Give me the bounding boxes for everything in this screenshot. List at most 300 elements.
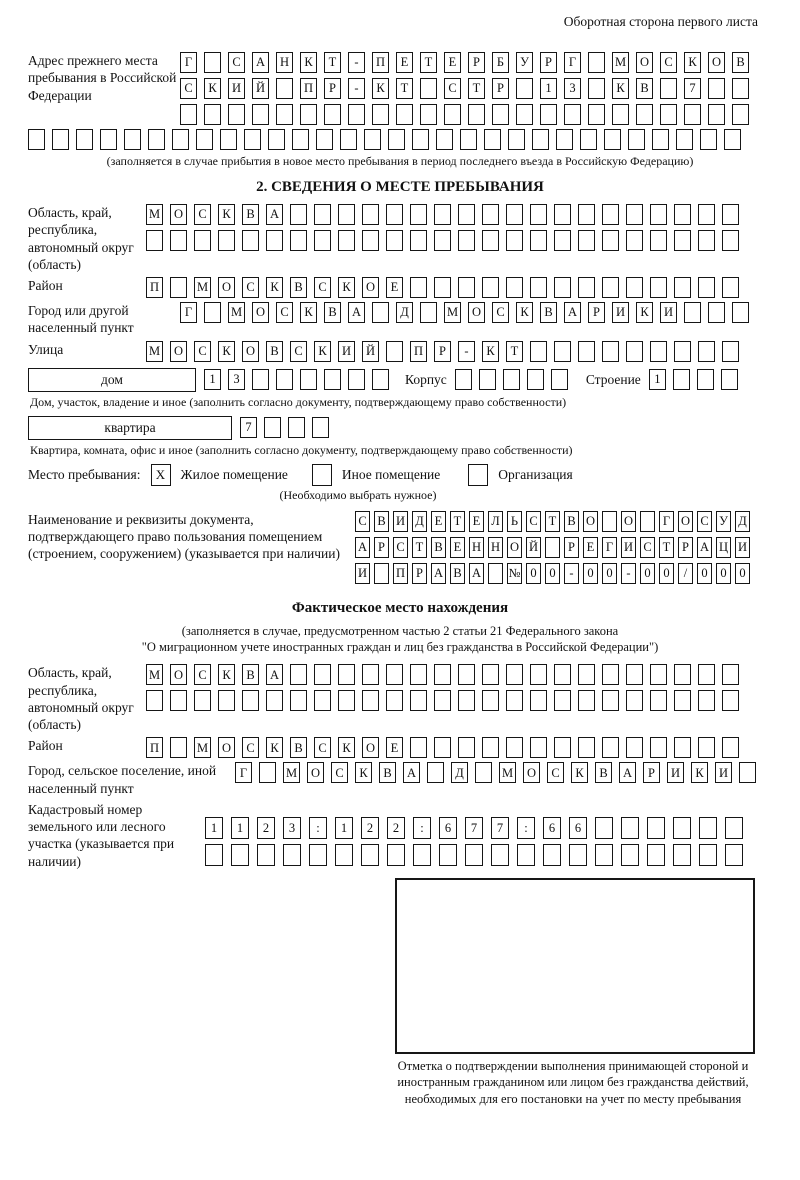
char-cell[interactable]: К xyxy=(218,204,235,225)
char-cell[interactable] xyxy=(732,78,749,99)
char-cell[interactable] xyxy=(673,817,691,839)
char-cell[interactable]: Е xyxy=(386,737,403,758)
char-cell[interactable] xyxy=(660,78,677,99)
char-cell[interactable]: О xyxy=(218,277,235,298)
char-cell[interactable] xyxy=(626,690,643,711)
char-cell[interactable]: В xyxy=(450,563,465,584)
char-cell[interactable] xyxy=(698,230,715,251)
char-cell[interactable] xyxy=(374,563,389,584)
residential-checkbox[interactable]: X xyxy=(151,464,171,486)
char-cell[interactable] xyxy=(698,737,715,758)
char-cell[interactable] xyxy=(698,204,715,225)
char-cell[interactable] xyxy=(468,104,485,125)
char-cell[interactable] xyxy=(364,129,381,150)
char-cell[interactable]: К xyxy=(314,341,331,362)
char-cell[interactable]: Е xyxy=(469,511,484,532)
char-cell[interactable]: А xyxy=(469,563,484,584)
char-cell[interactable]: А xyxy=(619,762,636,783)
char-cell[interactable]: М xyxy=(194,277,211,298)
char-cell[interactable]: И xyxy=(228,78,245,99)
char-cell[interactable]: - xyxy=(621,563,636,584)
char-cell[interactable]: А xyxy=(403,762,420,783)
char-cell[interactable]: Т xyxy=(545,511,560,532)
char-cell[interactable]: И xyxy=(667,762,684,783)
char-cell[interactable]: С xyxy=(276,302,293,323)
char-cell[interactable]: Ц xyxy=(716,537,731,558)
char-cell[interactable]: Р xyxy=(434,341,451,362)
char-cell[interactable]: Г xyxy=(180,302,197,323)
char-cell[interactable] xyxy=(410,230,427,251)
char-cell[interactable]: Й xyxy=(252,78,269,99)
char-cell[interactable] xyxy=(602,204,619,225)
char-cell[interactable] xyxy=(650,277,667,298)
char-cell[interactable] xyxy=(482,204,499,225)
char-cell[interactable]: С xyxy=(393,537,408,558)
char-cell[interactable]: 1 xyxy=(335,817,353,839)
char-cell[interactable] xyxy=(458,690,475,711)
char-cell[interactable] xyxy=(444,104,461,125)
char-cell[interactable] xyxy=(362,664,379,685)
char-cell[interactable] xyxy=(602,277,619,298)
char-cell[interactable] xyxy=(220,129,237,150)
char-cell[interactable] xyxy=(674,341,691,362)
char-cell[interactable]: К xyxy=(338,737,355,758)
char-cell[interactable] xyxy=(650,230,667,251)
char-cell[interactable] xyxy=(621,844,639,866)
char-cell[interactable]: Е xyxy=(583,537,598,558)
char-cell[interactable] xyxy=(434,737,451,758)
char-cell[interactable] xyxy=(602,664,619,685)
char-cell[interactable] xyxy=(434,664,451,685)
char-cell[interactable] xyxy=(479,369,496,390)
char-cell[interactable] xyxy=(460,129,477,150)
char-cell[interactable] xyxy=(721,369,738,390)
char-cell[interactable] xyxy=(527,369,544,390)
char-cell[interactable] xyxy=(636,104,653,125)
char-cell[interactable] xyxy=(482,664,499,685)
char-cell[interactable] xyxy=(170,737,187,758)
char-cell[interactable]: К xyxy=(516,302,533,323)
char-cell[interactable]: С xyxy=(355,511,370,532)
char-cell[interactable] xyxy=(276,78,293,99)
char-cell[interactable] xyxy=(194,690,211,711)
char-cell[interactable] xyxy=(602,341,619,362)
char-cell[interactable]: И xyxy=(621,537,636,558)
char-cell[interactable]: В xyxy=(242,664,259,685)
char-cell[interactable]: Р xyxy=(324,78,341,99)
char-cell[interactable] xyxy=(420,302,437,323)
char-cell[interactable] xyxy=(516,78,533,99)
char-cell[interactable] xyxy=(372,104,389,125)
char-cell[interactable] xyxy=(708,104,725,125)
char-cell[interactable] xyxy=(434,230,451,251)
char-cell[interactable] xyxy=(436,129,453,150)
char-cell[interactable]: К xyxy=(266,737,283,758)
char-cell[interactable] xyxy=(506,277,523,298)
char-cell[interactable] xyxy=(314,204,331,225)
char-cell[interactable] xyxy=(697,369,714,390)
char-cell[interactable] xyxy=(458,664,475,685)
char-cell[interactable]: О xyxy=(170,664,187,685)
char-cell[interactable] xyxy=(554,737,571,758)
char-cell[interactable]: О xyxy=(583,511,598,532)
char-cell[interactable] xyxy=(732,104,749,125)
char-cell[interactable]: Л xyxy=(488,511,503,532)
char-cell[interactable]: 0 xyxy=(545,563,560,584)
char-cell[interactable] xyxy=(276,369,293,390)
char-cell[interactable]: Е xyxy=(396,52,413,73)
char-cell[interactable] xyxy=(674,277,691,298)
char-cell[interactable]: - xyxy=(348,52,365,73)
char-cell[interactable] xyxy=(530,690,547,711)
char-cell[interactable] xyxy=(372,302,389,323)
char-cell[interactable] xyxy=(554,230,571,251)
char-cell[interactable]: П xyxy=(372,52,389,73)
char-cell[interactable] xyxy=(554,664,571,685)
char-cell[interactable]: С xyxy=(444,78,461,99)
char-cell[interactable]: 1 xyxy=(231,817,249,839)
char-cell[interactable] xyxy=(578,230,595,251)
char-cell[interactable]: 1 xyxy=(649,369,666,390)
char-cell[interactable]: Й xyxy=(362,341,379,362)
char-cell[interactable] xyxy=(732,302,749,323)
char-cell[interactable]: Р xyxy=(468,52,485,73)
char-cell[interactable]: 1 xyxy=(540,78,557,99)
char-cell[interactable] xyxy=(484,129,501,150)
char-cell[interactable]: О xyxy=(307,762,324,783)
char-cell[interactable]: : xyxy=(413,817,431,839)
char-cell[interactable] xyxy=(338,230,355,251)
char-cell[interactable]: К xyxy=(218,341,235,362)
char-cell[interactable] xyxy=(564,104,581,125)
char-cell[interactable] xyxy=(396,104,413,125)
char-cell[interactable] xyxy=(266,230,283,251)
char-cell[interactable] xyxy=(554,277,571,298)
char-cell[interactable] xyxy=(288,417,305,438)
char-cell[interactable] xyxy=(458,230,475,251)
char-cell[interactable]: И xyxy=(338,341,355,362)
char-cell[interactable] xyxy=(180,104,197,125)
char-cell[interactable]: Р xyxy=(564,537,579,558)
char-cell[interactable]: М xyxy=(444,302,461,323)
char-cell[interactable] xyxy=(420,78,437,99)
char-cell[interactable]: О xyxy=(362,277,379,298)
char-cell[interactable]: Г xyxy=(659,511,674,532)
char-cell[interactable] xyxy=(410,737,427,758)
char-cell[interactable] xyxy=(324,104,341,125)
char-cell[interactable] xyxy=(388,129,405,150)
char-cell[interactable]: 0 xyxy=(659,563,674,584)
char-cell[interactable]: Й xyxy=(526,537,541,558)
char-cell[interactable] xyxy=(482,277,499,298)
char-cell[interactable]: П xyxy=(146,277,163,298)
char-cell[interactable]: С xyxy=(640,537,655,558)
char-cell[interactable] xyxy=(650,341,667,362)
char-cell[interactable] xyxy=(372,369,389,390)
char-cell[interactable]: : xyxy=(309,817,327,839)
char-cell[interactable]: М xyxy=(146,204,163,225)
char-cell[interactable]: С xyxy=(242,277,259,298)
char-cell[interactable] xyxy=(530,737,547,758)
char-cell[interactable] xyxy=(492,104,509,125)
char-cell[interactable] xyxy=(52,129,69,150)
char-cell[interactable]: Т xyxy=(468,78,485,99)
other-premises-checkbox[interactable] xyxy=(312,464,332,486)
char-cell[interactable] xyxy=(554,341,571,362)
char-cell[interactable] xyxy=(257,844,275,866)
char-cell[interactable] xyxy=(725,844,743,866)
char-cell[interactable] xyxy=(650,737,667,758)
char-cell[interactable]: Д xyxy=(396,302,413,323)
char-cell[interactable] xyxy=(626,230,643,251)
char-cell[interactable] xyxy=(626,277,643,298)
char-cell[interactable]: Д xyxy=(451,762,468,783)
char-cell[interactable]: И xyxy=(355,563,370,584)
char-cell[interactable]: Н xyxy=(488,537,503,558)
char-cell[interactable]: О xyxy=(621,511,636,532)
char-cell[interactable] xyxy=(530,204,547,225)
char-cell[interactable]: К xyxy=(218,664,235,685)
char-cell[interactable] xyxy=(722,664,739,685)
char-cell[interactable]: С xyxy=(180,78,197,99)
char-cell[interactable] xyxy=(387,844,405,866)
char-cell[interactable] xyxy=(266,690,283,711)
char-cell[interactable] xyxy=(204,302,221,323)
char-cell[interactable]: Е xyxy=(431,511,446,532)
char-cell[interactable] xyxy=(264,417,281,438)
char-cell[interactable]: Е xyxy=(444,52,461,73)
char-cell[interactable] xyxy=(698,664,715,685)
char-cell[interactable] xyxy=(386,690,403,711)
char-cell[interactable]: 6 xyxy=(439,817,457,839)
char-cell[interactable]: Т xyxy=(450,511,465,532)
char-cell[interactable]: Т xyxy=(420,52,437,73)
char-cell[interactable] xyxy=(578,737,595,758)
char-cell[interactable] xyxy=(628,129,645,150)
char-cell[interactable]: Т xyxy=(506,341,523,362)
char-cell[interactable] xyxy=(626,204,643,225)
char-cell[interactable] xyxy=(482,230,499,251)
char-cell[interactable] xyxy=(506,230,523,251)
char-cell[interactable] xyxy=(290,230,307,251)
char-cell[interactable] xyxy=(309,844,327,866)
char-cell[interactable] xyxy=(602,511,617,532)
char-cell[interactable] xyxy=(640,511,655,532)
char-cell[interactable] xyxy=(170,690,187,711)
char-cell[interactable] xyxy=(722,230,739,251)
char-cell[interactable] xyxy=(652,129,669,150)
char-cell[interactable]: О xyxy=(242,341,259,362)
char-cell[interactable] xyxy=(242,230,259,251)
char-cell[interactable] xyxy=(626,737,643,758)
char-cell[interactable]: Р xyxy=(374,537,389,558)
char-cell[interactable] xyxy=(218,230,235,251)
char-cell[interactable] xyxy=(650,204,667,225)
char-cell[interactable]: 2 xyxy=(387,817,405,839)
char-cell[interactable]: Б xyxy=(492,52,509,73)
char-cell[interactable]: Р xyxy=(643,762,660,783)
char-cell[interactable] xyxy=(434,277,451,298)
char-cell[interactable]: В xyxy=(595,762,612,783)
char-cell[interactable]: О xyxy=(678,511,693,532)
char-cell[interactable]: Р xyxy=(678,537,693,558)
char-cell[interactable] xyxy=(146,690,163,711)
char-cell[interactable]: В xyxy=(379,762,396,783)
char-cell[interactable] xyxy=(551,369,568,390)
char-cell[interactable]: 7 xyxy=(240,417,257,438)
char-cell[interactable] xyxy=(708,302,725,323)
char-cell[interactable] xyxy=(506,690,523,711)
char-cell[interactable]: А xyxy=(348,302,365,323)
char-cell[interactable] xyxy=(569,844,587,866)
char-cell[interactable]: 0 xyxy=(602,563,617,584)
char-cell[interactable]: О xyxy=(708,52,725,73)
char-cell[interactable]: Д xyxy=(412,511,427,532)
char-cell[interactable]: В xyxy=(431,537,446,558)
char-cell[interactable]: К xyxy=(612,78,629,99)
char-cell[interactable] xyxy=(722,690,739,711)
char-cell[interactable] xyxy=(578,341,595,362)
char-cell[interactable]: М xyxy=(194,737,211,758)
char-cell[interactable]: 0 xyxy=(640,563,655,584)
char-cell[interactable] xyxy=(252,104,269,125)
char-cell[interactable] xyxy=(700,129,717,150)
char-cell[interactable] xyxy=(386,230,403,251)
char-cell[interactable]: 7 xyxy=(684,78,701,99)
char-cell[interactable] xyxy=(316,129,333,150)
char-cell[interactable]: 7 xyxy=(465,817,483,839)
char-cell[interactable]: К xyxy=(338,277,355,298)
char-cell[interactable] xyxy=(673,844,691,866)
char-cell[interactable] xyxy=(362,204,379,225)
char-cell[interactable]: И xyxy=(612,302,629,323)
char-cell[interactable] xyxy=(621,817,639,839)
char-cell[interactable]: М xyxy=(612,52,629,73)
char-cell[interactable] xyxy=(362,690,379,711)
char-cell[interactable] xyxy=(314,230,331,251)
char-cell[interactable] xyxy=(578,664,595,685)
char-cell[interactable]: № xyxy=(507,563,522,584)
char-cell[interactable]: Р xyxy=(588,302,605,323)
char-cell[interactable] xyxy=(674,230,691,251)
char-cell[interactable] xyxy=(244,129,261,150)
char-cell[interactable] xyxy=(722,277,739,298)
char-cell[interactable] xyxy=(647,817,665,839)
char-cell[interactable] xyxy=(530,230,547,251)
char-cell[interactable] xyxy=(530,341,547,362)
char-cell[interactable]: 0 xyxy=(735,563,750,584)
char-cell[interactable]: В xyxy=(732,52,749,73)
char-cell[interactable]: Т xyxy=(396,78,413,99)
char-cell[interactable] xyxy=(588,104,605,125)
char-cell[interactable]: С xyxy=(314,737,331,758)
char-cell[interactable] xyxy=(698,277,715,298)
char-cell[interactable] xyxy=(100,129,117,150)
char-cell[interactable]: О xyxy=(636,52,653,73)
char-cell[interactable]: 3 xyxy=(283,817,301,839)
char-cell[interactable] xyxy=(276,104,293,125)
char-cell[interactable]: 2 xyxy=(361,817,379,839)
char-cell[interactable] xyxy=(290,664,307,685)
char-cell[interactable] xyxy=(650,690,667,711)
char-cell[interactable]: А xyxy=(252,52,269,73)
char-cell[interactable] xyxy=(268,129,285,150)
char-cell[interactable] xyxy=(283,844,301,866)
char-cell[interactable]: Н xyxy=(276,52,293,73)
char-cell[interactable] xyxy=(475,762,492,783)
char-cell[interactable] xyxy=(488,563,503,584)
char-cell[interactable] xyxy=(602,230,619,251)
char-cell[interactable] xyxy=(458,737,475,758)
char-cell[interactable]: А xyxy=(266,664,283,685)
char-cell[interactable] xyxy=(348,104,365,125)
char-cell[interactable]: М xyxy=(146,664,163,685)
char-cell[interactable]: О xyxy=(523,762,540,783)
char-cell[interactable]: - xyxy=(564,563,579,584)
char-cell[interactable] xyxy=(698,341,715,362)
char-cell[interactable]: Г xyxy=(564,52,581,73)
char-cell[interactable] xyxy=(674,737,691,758)
char-cell[interactable] xyxy=(517,844,535,866)
char-cell[interactable] xyxy=(420,104,437,125)
char-cell[interactable] xyxy=(503,369,520,390)
char-cell[interactable]: О xyxy=(218,737,235,758)
char-cell[interactable] xyxy=(231,844,249,866)
char-cell[interactable]: С xyxy=(547,762,564,783)
char-cell[interactable] xyxy=(338,690,355,711)
char-cell[interactable] xyxy=(458,277,475,298)
char-cell[interactable]: С xyxy=(331,762,348,783)
char-cell[interactable] xyxy=(722,341,739,362)
char-cell[interactable] xyxy=(540,104,557,125)
char-cell[interactable] xyxy=(530,664,547,685)
char-cell[interactable]: С xyxy=(194,341,211,362)
char-cell[interactable] xyxy=(458,204,475,225)
char-cell[interactable] xyxy=(674,664,691,685)
char-cell[interactable]: В xyxy=(290,277,307,298)
char-cell[interactable]: В xyxy=(636,78,653,99)
char-cell[interactable] xyxy=(410,690,427,711)
char-cell[interactable]: О xyxy=(507,537,522,558)
char-cell[interactable] xyxy=(170,230,187,251)
char-cell[interactable]: О xyxy=(362,737,379,758)
char-cell[interactable] xyxy=(242,690,259,711)
char-cell[interactable] xyxy=(28,129,45,150)
char-cell[interactable] xyxy=(650,664,667,685)
char-cell[interactable]: П xyxy=(410,341,427,362)
char-cell[interactable] xyxy=(386,341,403,362)
char-cell[interactable]: А xyxy=(564,302,581,323)
char-cell[interactable] xyxy=(684,104,701,125)
char-cell[interactable]: А xyxy=(431,563,446,584)
char-cell[interactable] xyxy=(204,104,221,125)
char-cell[interactable] xyxy=(588,52,605,73)
organization-checkbox[interactable] xyxy=(468,464,488,486)
char-cell[interactable]: И xyxy=(660,302,677,323)
char-cell[interactable] xyxy=(580,129,597,150)
char-cell[interactable] xyxy=(626,341,643,362)
char-cell[interactable]: Н xyxy=(469,537,484,558)
char-cell[interactable] xyxy=(699,817,717,839)
char-cell[interactable] xyxy=(170,277,187,298)
char-cell[interactable] xyxy=(362,230,379,251)
char-cell[interactable]: С xyxy=(228,52,245,73)
char-cell[interactable] xyxy=(300,369,317,390)
char-cell[interactable] xyxy=(386,664,403,685)
char-cell[interactable] xyxy=(300,104,317,125)
char-cell[interactable] xyxy=(252,369,269,390)
char-cell[interactable]: П xyxy=(300,78,317,99)
